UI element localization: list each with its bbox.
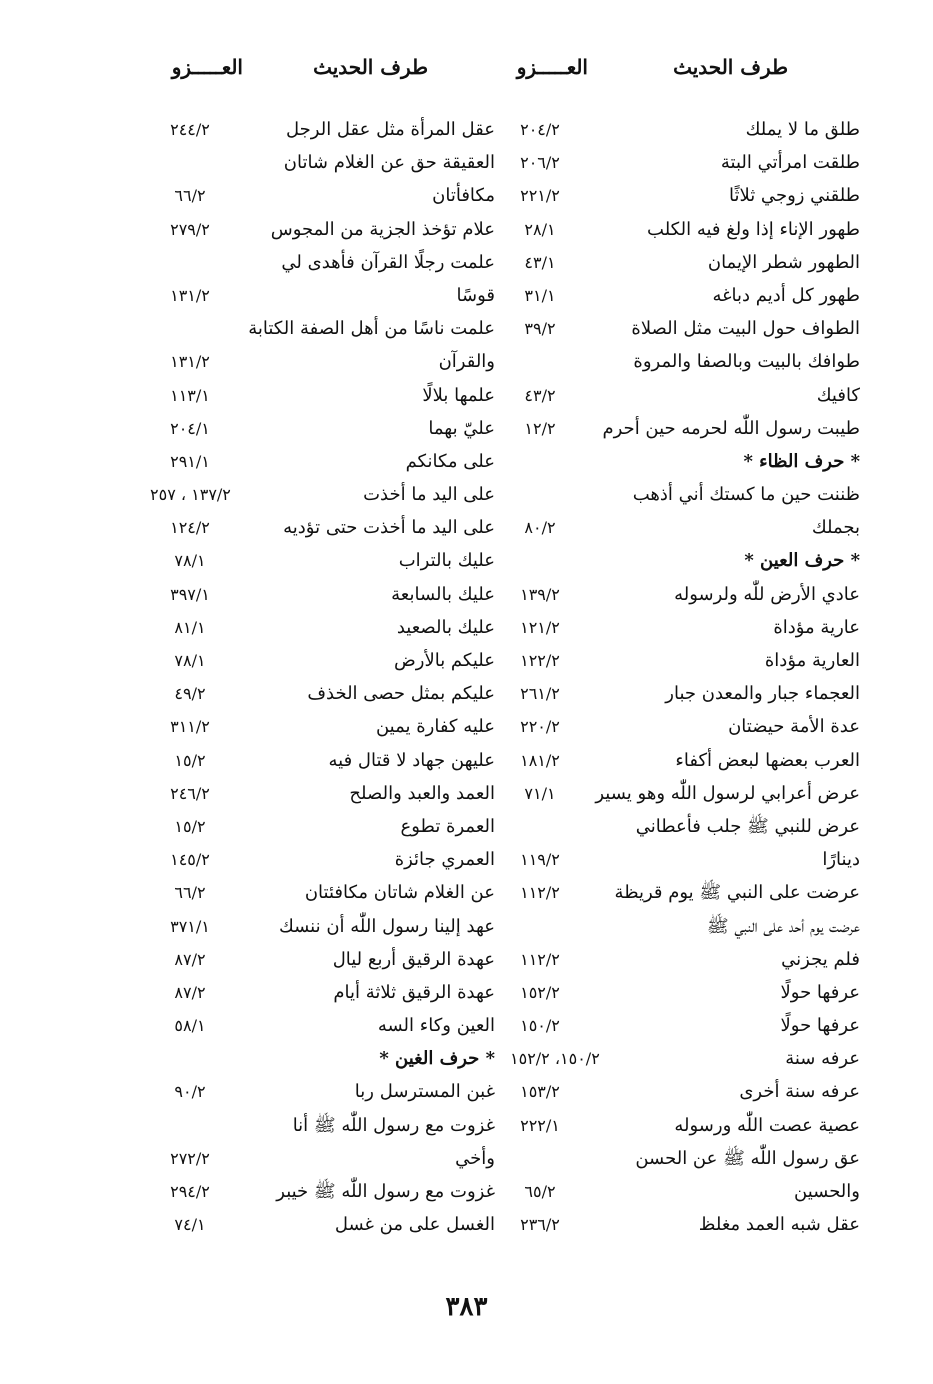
- index-column-right: [510, 113, 860, 1241]
- hadith-text: قوسًا: [456, 284, 495, 306]
- hadith-text: غزوت مع رسول اللّٰه ﷺ خيبر: [276, 1181, 495, 1202]
- hadith-text: عليكم بمثل حصى الخذف: [307, 683, 495, 705]
- index-entry: [150, 445, 495, 478]
- reference: ٣٩/٢: [524, 319, 556, 339]
- reference: ٦٥/٢: [524, 1182, 556, 1201]
- index-entry: [520, 744, 860, 777]
- index-entry: [150, 777, 495, 810]
- reference: ٤٩/٢: [174, 684, 206, 704]
- index-entry: [520, 1009, 860, 1042]
- hadith-text: عرضت يوم أحد على النبي ﷺ: [706, 915, 860, 937]
- index-entry: [520, 179, 860, 212]
- reference: ٧١/١: [524, 783, 556, 803]
- reference: ١٢١/٢: [520, 617, 560, 637]
- reference: ١٥٣/٢: [520, 1082, 560, 1102]
- index-entry: [150, 544, 495, 577]
- hadith-text: عليه كفارة يمين: [375, 716, 495, 738]
- index-entry: [510, 1042, 860, 1075]
- reference: ٢٧٢/٢: [170, 1148, 210, 1168]
- hadith-text: العمد والعبد والصلح: [349, 782, 495, 804]
- index-entry: [524, 511, 860, 544]
- hadith-text: على مكانكم: [405, 450, 495, 472]
- hadith-text: بجملك: [811, 517, 860, 539]
- reference: ٧٨/١: [174, 551, 206, 571]
- reference: ٥٨/١: [174, 1016, 206, 1036]
- index-entry: [150, 113, 495, 146]
- index-entry: [150, 644, 495, 677]
- reference: ٨٠/٢: [524, 518, 556, 538]
- index-entry: [150, 246, 495, 279]
- index-entry: [520, 677, 860, 710]
- index-entry: [150, 345, 495, 378]
- hadith-text: ظننت حين ما كستك أني أذهب: [632, 484, 860, 506]
- header-ref-col-a: العـــــزو: [516, 55, 588, 79]
- index-entry: [150, 279, 495, 312]
- index-entry: [150, 710, 495, 743]
- index-entry: [520, 578, 860, 611]
- hadith-text: عصية عصت اللّٰه ورسوله: [674, 1114, 860, 1136]
- hadith-text: طوافك بالبيت وبالصفا والمروة: [633, 351, 860, 373]
- index-entry: [150, 478, 495, 511]
- reference: ٨٧/٢: [174, 982, 206, 1002]
- hadith-text: طهور الإناء إذا ولغ فيه الكلب: [647, 218, 860, 240]
- index-entry: [524, 777, 860, 810]
- index-entry: [520, 1075, 860, 1108]
- hadith-text: عرض للنبي ﷺ جلب فأعطاني: [635, 815, 860, 837]
- hadith-text: عهدة الرقيق ثلاثة أيام: [333, 981, 495, 1003]
- hadith-text: عرفها حولًا: [780, 981, 860, 1003]
- reference: ٩٠/٢: [174, 1082, 206, 1102]
- reference: ١٨١/٢: [520, 750, 560, 770]
- index-entry: [520, 611, 860, 644]
- index-entry: [520, 710, 860, 743]
- index-entry: [150, 976, 495, 1009]
- index-entry: [524, 246, 860, 279]
- hadith-text: العقيقة حق عن الغلام شاتان: [283, 152, 495, 174]
- hadith-text: طلقت امرأتي البتة: [720, 152, 860, 174]
- index-entry: [150, 1109, 495, 1142]
- index-entry: [560, 1142, 860, 1175]
- reference: ٣١/١: [524, 285, 556, 305]
- reference: ٢٢٠/٢: [520, 717, 560, 737]
- hadith-text: عليكم بالأرض: [394, 650, 495, 671]
- hadith-text: عدة الأمة حيضتان: [728, 716, 860, 738]
- reference: ١٥/٢: [174, 816, 206, 836]
- hadith-text: * حرف العين *: [744, 550, 860, 572]
- index-entry: [150, 744, 495, 777]
- reference: ٧٤/١: [174, 1215, 206, 1235]
- hadith-text: عادي الأرض للّٰه ولرسوله: [674, 583, 860, 605]
- index-entry: [150, 146, 495, 179]
- index-entry: [520, 146, 860, 179]
- index-entry: [150, 1075, 495, 1108]
- reference: ١٣٩/٢: [520, 584, 560, 604]
- index-entry: [150, 810, 495, 843]
- index-entry: [520, 943, 860, 976]
- hadith-text: دينارًا: [822, 849, 860, 871]
- reference: ١٥٠/٢: [520, 1016, 560, 1036]
- hadith-text: والحسين: [794, 1181, 860, 1202]
- reference: ٢٢١/٢: [520, 186, 560, 206]
- hadith-text: العين وكاء السه: [377, 1015, 495, 1037]
- reference: ١١٩/٢: [520, 850, 560, 870]
- index-entry: [520, 644, 860, 677]
- index-entry: [524, 312, 860, 345]
- hadith-text: عقل شبه العمد مغلظ: [698, 1214, 860, 1236]
- index-entry: [150, 379, 495, 412]
- index-entry: [150, 677, 495, 710]
- hadith-text: عليك بالصعيد: [396, 616, 495, 638]
- hadith-text: العجماء جبار والمعدن جبار: [665, 683, 860, 705]
- table-header: [0, 55, 933, 85]
- hadith-text: طلقني زوجي ثلاثًا: [728, 185, 860, 207]
- reference: ١١٣/١: [170, 385, 210, 405]
- hadith-text: علمت رجلًا القرآن فأهدى لي: [281, 251, 495, 273]
- index-entry: [150, 412, 495, 445]
- hadith-text: عن الغلام شاتان مكافئتان: [304, 882, 495, 904]
- reference: ٣١١/٢: [170, 717, 210, 737]
- hadith-text: علام تؤخذ الجزية من المجوس: [270, 218, 495, 240]
- index-entry: [520, 976, 860, 1009]
- reference: ١٢٤/٢: [170, 518, 210, 538]
- hadith-text: عليك بالتراب: [398, 550, 495, 572]
- index-entry: [150, 1175, 495, 1208]
- reference: ١٣٧/٢ ، ٢٥٧: [150, 485, 231, 505]
- header-hadith-col-a: طرف الحديث: [673, 55, 788, 79]
- hadith-text: غزوت مع رسول اللّٰه ﷺ أنا: [292, 1114, 495, 1136]
- reference: ٢٤٤/٢: [170, 120, 210, 139]
- hadith-text: عرفه سنة: [785, 1048, 860, 1070]
- index-entry: [150, 578, 495, 611]
- index-entry: [560, 345, 860, 378]
- index-entry: [520, 843, 860, 876]
- hadith-text: عق رسول اللّٰه ﷺ عن الحسن: [635, 1147, 860, 1169]
- index-entry: [150, 179, 495, 212]
- header-hadith-col-b: طرف الحديث: [313, 55, 428, 79]
- index-entry: [524, 1175, 860, 1208]
- section-heading: [560, 544, 860, 577]
- reference: ١١٢/٢: [520, 883, 560, 903]
- hadith-text: العارية مؤداة: [764, 650, 860, 671]
- hadith-text: عليك بالسابعة: [391, 583, 495, 605]
- index-entry: [524, 412, 860, 445]
- index-entry: [150, 511, 495, 544]
- hadith-text: مكافأتان: [432, 185, 495, 207]
- hadith-text: عرض أعرابي لرسول اللّٰه وهو يسير: [595, 782, 860, 804]
- hadith-text: وأخي: [455, 1147, 495, 1169]
- index-entry: [150, 1142, 495, 1175]
- index-entry: [150, 213, 495, 246]
- section-heading: [560, 445, 860, 478]
- hadith-text: عرفها حولًا: [780, 1015, 860, 1037]
- reference: ٦٦/٢: [174, 186, 206, 206]
- index-entry: [150, 312, 495, 345]
- reference: ٧٨/١: [174, 651, 206, 670]
- reference: ٢٩١/١: [170, 451, 210, 471]
- index-entry: [520, 113, 860, 146]
- index-entry: [520, 1208, 860, 1241]
- reference: ٢٣٦/٢: [520, 1215, 560, 1235]
- hadith-text: عرفه سنة أخرى: [739, 1081, 860, 1103]
- hadith-text: الطهور شطر الإيمان: [707, 251, 860, 273]
- index-entry: [150, 876, 495, 909]
- hadith-text: * حرف الغين *: [379, 1048, 495, 1070]
- hadith-text: العمري جائزة: [394, 849, 495, 871]
- index-entry: [524, 379, 860, 412]
- hadith-text: العمرة تطوع: [400, 815, 495, 837]
- reference: ٣٧١/١: [170, 916, 210, 936]
- reference: ٣٩٧/١: [170, 584, 210, 604]
- hadith-text: الطواف حول البيت مثل الصلاة: [631, 318, 860, 340]
- reference: ٢٠٦/٢: [520, 153, 560, 173]
- index-entry: [524, 279, 860, 312]
- hadith-text: علمت ناسًا من أهل الصفة الكتابة: [248, 318, 495, 340]
- hadith-text: عهدة الرقيق أربع ليال: [332, 948, 495, 970]
- reference: ٢٤٦/٢: [170, 783, 210, 803]
- hadith-text: طهور كل أديم دباغه: [712, 284, 860, 306]
- reference: ٢٧٩/٢: [170, 219, 210, 239]
- reference: ١٥/٢: [174, 750, 206, 770]
- reference: ١١٢/٢: [520, 949, 560, 969]
- hadith-text: كافيك: [816, 384, 860, 406]
- hadith-text: عليّ بهما: [428, 417, 495, 439]
- hadith-text: عليهن جهاد لا قتال فيه: [328, 749, 495, 771]
- reference: ٤٣/١: [524, 252, 556, 272]
- hadith-text: علمها بلالًا: [422, 384, 495, 406]
- reference: ٨١/١: [174, 617, 206, 637]
- reference: ٨٧/٢: [174, 949, 206, 969]
- hadith-text: فلم يجزني: [781, 948, 860, 970]
- reference: ٢٢٢/١: [520, 1115, 560, 1135]
- reference: ٢٠٤/٢: [520, 120, 560, 139]
- reference: ١٣١/٢: [170, 285, 210, 305]
- reference: ٤٣/٢: [524, 385, 556, 405]
- reference: ١٤٥/٢: [170, 850, 210, 870]
- hadith-text: على اليد ما أخذت: [363, 484, 495, 506]
- hadith-text: العرب بعضها لبعض أكفاء: [675, 749, 860, 771]
- index-entry: [524, 213, 860, 246]
- index-entry: [150, 1208, 495, 1241]
- index-entry: [560, 478, 860, 511]
- reference: ٦٦/٢: [174, 883, 206, 903]
- index-entry: [560, 810, 860, 843]
- hadith-text: غبن المسترسل ربا: [354, 1081, 495, 1103]
- reference: ١٢/٢: [524, 418, 556, 438]
- index-entry: [520, 876, 860, 909]
- index-entry: [560, 910, 860, 943]
- hadith-text: عارية مؤداة: [773, 616, 860, 638]
- hadith-text: طلق ما لا يملك: [745, 119, 860, 140]
- header-ref-col-b: العـــــزو: [171, 55, 243, 79]
- hadith-text: على اليد ما أخذت حتى تؤديه: [283, 517, 495, 539]
- hadith-text: عقل المرأة مثل عقل الرجل: [286, 119, 495, 140]
- hadith-text: * حرف الظاء *: [743, 450, 860, 472]
- index-entry: [150, 910, 495, 943]
- reference: ٢٨/١: [524, 219, 556, 239]
- index-entry: [520, 1109, 860, 1142]
- index-entry: [150, 611, 495, 644]
- page-number: ٣٨٣: [445, 1292, 488, 1322]
- hadith-text: طيبت رسول اللّٰه لحرمه حين أحرم: [602, 417, 860, 439]
- reference: ١٣١/٢: [170, 352, 210, 372]
- reference: ١٢٢/٢: [520, 651, 560, 670]
- reference: ٢٦١/٢: [520, 684, 560, 704]
- reference: ١٥٢/٢: [520, 982, 560, 1002]
- index-entry: [150, 843, 495, 876]
- hadith-text: عهد إلينا رسول اللّٰه أن ننسك: [278, 915, 495, 937]
- index-entry: [150, 943, 495, 976]
- reference: ٢٠٤/١: [170, 418, 210, 438]
- index-column-left: [150, 113, 495, 1241]
- hadith-text: عرضت على النبي ﷺ يوم قريظة: [614, 882, 860, 904]
- index-entry: [150, 1009, 495, 1042]
- reference: ١٥٠/٢، ١٥٢/٢: [510, 1049, 600, 1069]
- section-heading: [150, 1042, 495, 1075]
- hadith-text: والقرآن: [438, 351, 495, 373]
- hadith-text: الغسل على من غسل: [334, 1214, 495, 1236]
- reference: ٢٩٤/٢: [170, 1182, 210, 1201]
